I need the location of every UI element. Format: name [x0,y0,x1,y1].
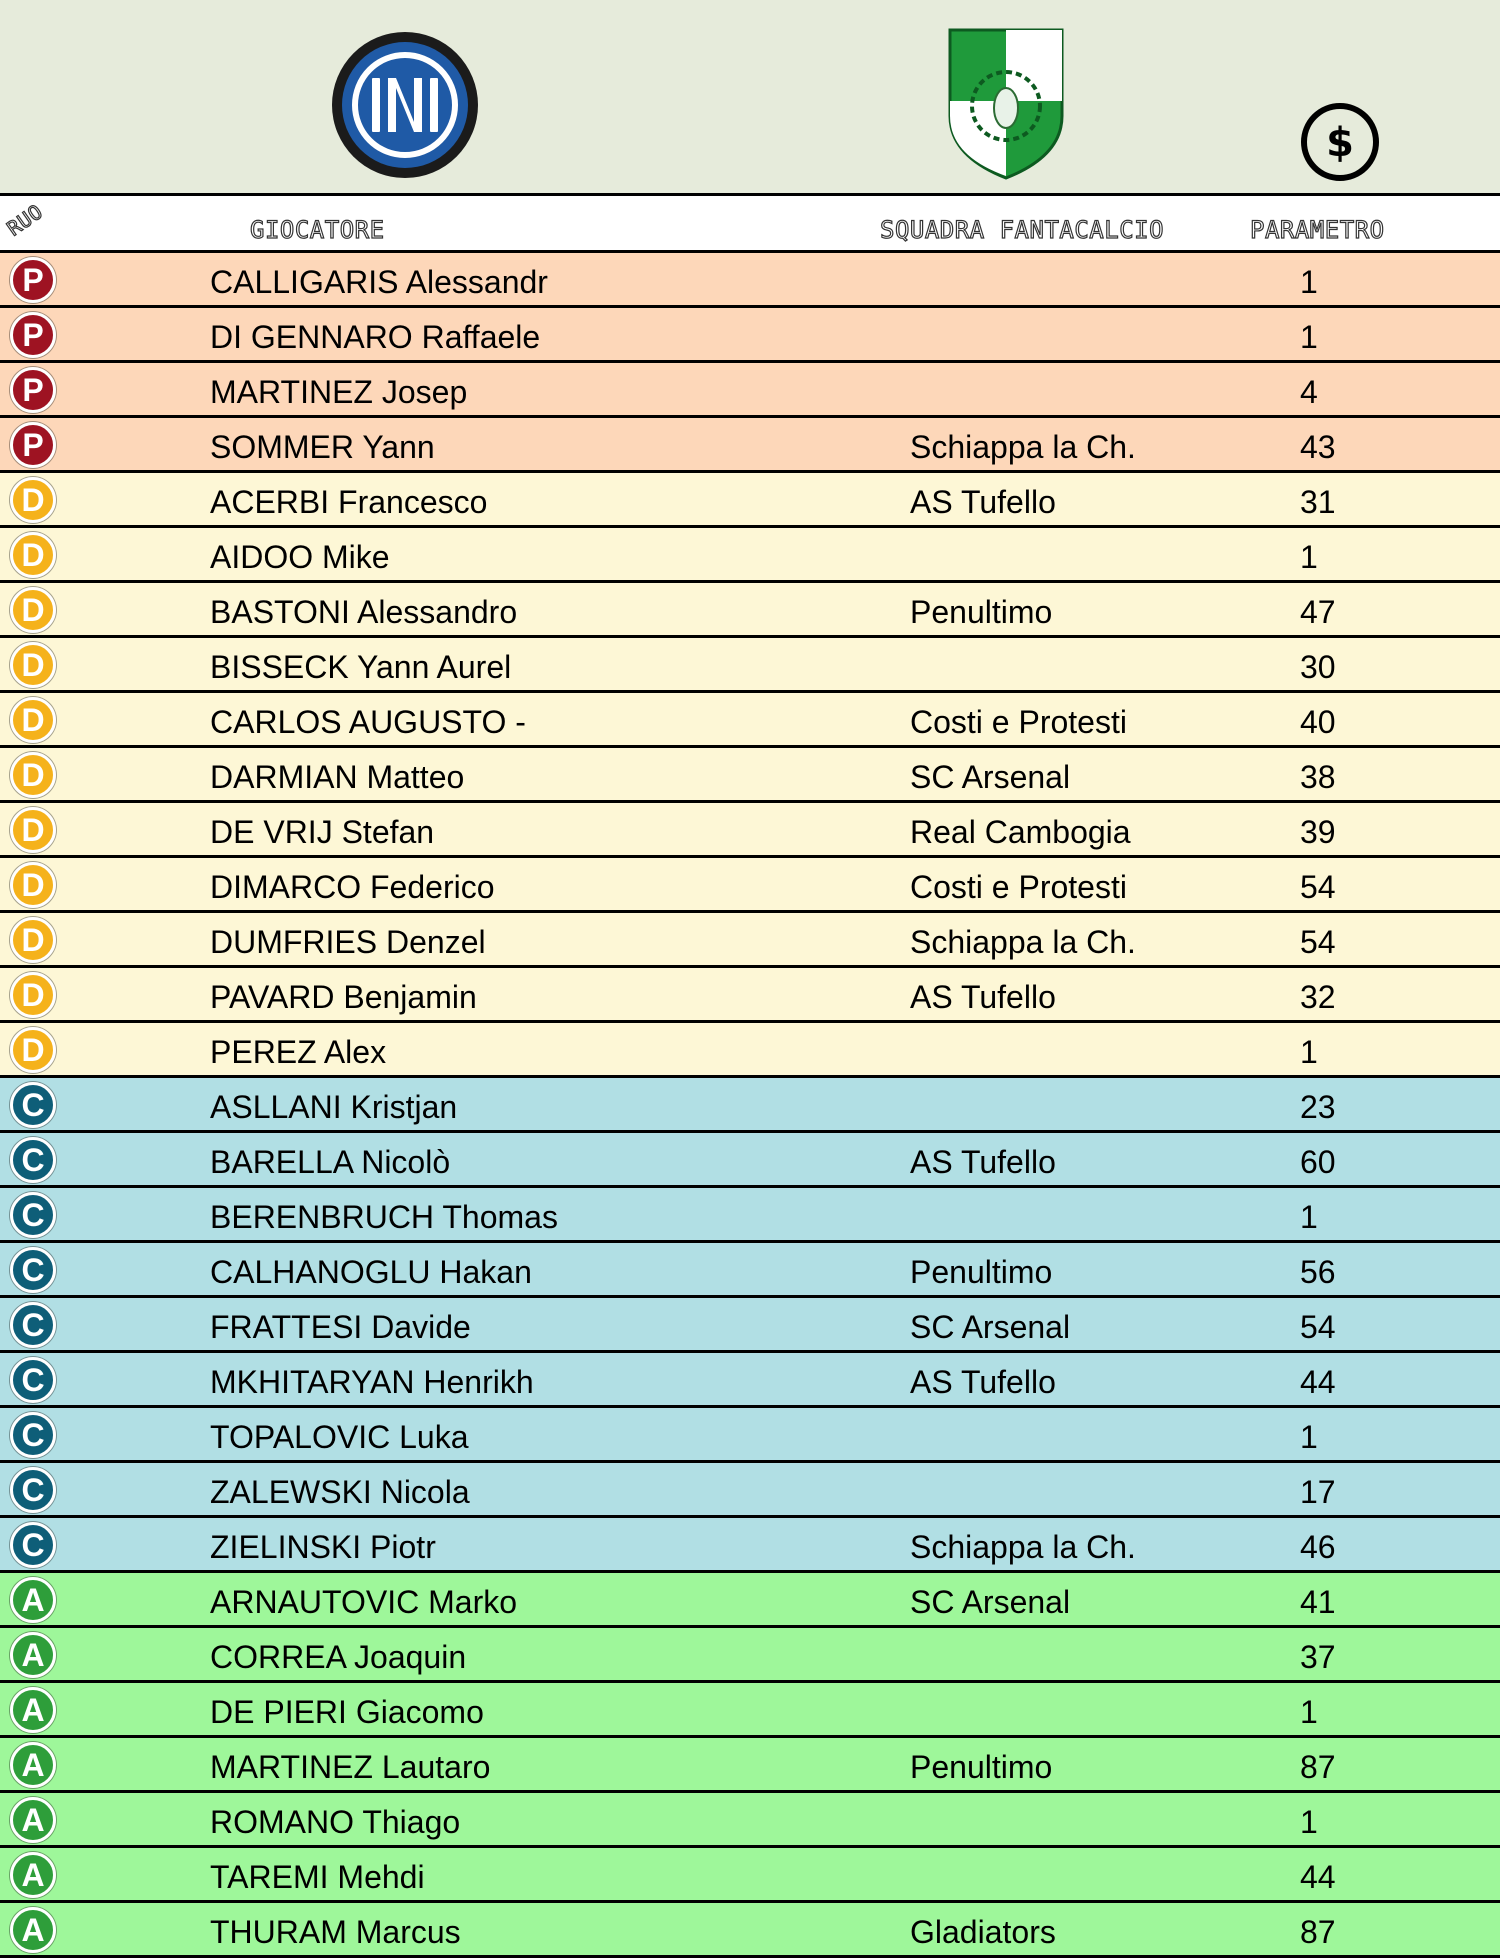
table-row [0,1903,1500,1958]
role-badge: C [10,1412,56,1458]
role-badge: D [10,972,56,1018]
player-name: DE VRIJ Stefan [210,814,435,850]
table-row [0,1683,1500,1738]
header-role: RUO [2,199,48,241]
fanta-team: SC Arsenal [910,1584,1071,1620]
role-badge: D [10,752,56,798]
role-badge: D [10,697,56,743]
table-row [0,1463,1500,1518]
table-row [0,1408,1500,1463]
player-name: MARTINEZ Lautaro [210,1749,491,1785]
table-row [0,583,1500,638]
fanta-team: Penultimo [910,1254,1053,1290]
role-badge: C [10,1137,56,1183]
table-row [0,473,1500,528]
table-row [0,1628,1500,1683]
table-row [0,693,1500,748]
role-badge: P [10,257,56,303]
table-row [0,1848,1500,1903]
player-name: CORREA Joaquin [210,1639,467,1675]
fanta-team: Gladiators [910,1914,1056,1950]
parameter-value: 1 [1300,1034,1318,1070]
table-row [0,1573,1500,1628]
player-name: ROMANO Thiago [210,1804,461,1840]
player-name: CARLOS AUGUSTO - [210,704,526,740]
role-badge: A [10,1907,56,1953]
parameter-value: 44 [1300,1859,1336,1895]
role-badge: C [10,1247,56,1293]
parameter-value: 54 [1300,1309,1336,1345]
parameter-value: 1 [1300,539,1318,575]
parameter-value: 56 [1300,1254,1336,1290]
parameter-value: 1 [1300,1419,1318,1455]
parameter-value: 60 [1300,1144,1336,1180]
parameter-value: 31 [1300,484,1336,520]
parameter-value: 54 [1300,869,1336,905]
table-row [0,1793,1500,1848]
parameter-value: 1 [1300,1199,1318,1235]
table-row [0,913,1500,968]
role-badge: P [10,367,56,413]
role-badge: C [10,1302,56,1348]
role-badge: D [10,532,56,578]
role-badge: D [10,1027,56,1073]
dollar-icon [1300,102,1380,182]
player-name: DI GENNARO Raffaele [210,319,541,355]
table-row [0,858,1500,913]
table-row [0,1133,1500,1188]
table-row [0,1243,1500,1298]
fanta-team: Schiappa la Ch. [910,1529,1136,1565]
role-badge: C [10,1357,56,1403]
player-name: AIDOO Mike [210,539,390,575]
player-name: BASTONI Alessandro [210,594,518,630]
column-headers [0,196,1500,253]
player-name: BISSECK Yann Aurel [210,649,512,685]
table-row [0,1518,1500,1573]
parameter-value: 87 [1300,1914,1336,1950]
player-name: MKHITARYAN Henrikh [210,1364,534,1400]
table-row [0,968,1500,1023]
player-name: ACERBI Francesco [210,484,488,520]
player-name: BARELLA Nicolò [210,1144,451,1180]
fanta-team: Costi e Protesti [910,869,1127,905]
fanta-team: SC Arsenal [910,759,1071,795]
table-row [0,253,1500,308]
header-player: GIOCATORE [250,216,385,244]
inter-logo [330,30,480,180]
player-name: PEREZ Alex [210,1034,387,1070]
header-band [0,0,1500,196]
table-row [0,528,1500,583]
player-name: CALLIGARIS Alessandr [210,264,548,300]
fanta-team: AS Tufello [910,484,1056,520]
fanta-team: SC Arsenal [910,1309,1071,1345]
player-name: DUMFRIES Denzel [210,924,486,960]
player-name: CALHANOGLU Hakan [210,1254,532,1290]
role-badge: C [10,1082,56,1128]
role-badge: A [10,1687,56,1733]
player-name: DE PIERI Giacomo [210,1694,484,1730]
parameter-value: 1 [1300,1694,1318,1730]
fanta-team: AS Tufello [910,1144,1056,1180]
parameter-value: 41 [1300,1584,1336,1620]
role-badge: D [10,587,56,633]
role-badge: P [10,422,56,468]
role-badge: A [10,1797,56,1843]
role-badge: D [10,642,56,688]
role-badge: A [10,1742,56,1788]
role-badge: C [10,1192,56,1238]
table-row [0,638,1500,693]
role-badge: A [10,1577,56,1623]
fanta-team: Schiappa la Ch. [910,429,1136,465]
table-row [0,1353,1500,1408]
parameter-value: 46 [1300,1529,1336,1565]
player-name: BERENBRUCH Thomas [210,1199,558,1235]
parameter-value: 23 [1300,1089,1336,1125]
parameter-value: 1 [1300,319,1318,355]
parameter-value: 30 [1300,649,1336,685]
parameter-value: 1 [1300,264,1318,300]
parameter-value: 87 [1300,1749,1336,1785]
parameter-value: 4 [1300,374,1318,410]
table-row [0,1188,1500,1243]
parameter-value: 17 [1300,1474,1336,1510]
fanta-team: Costi e Protesti [910,704,1127,740]
player-name: TAREMI Mehdi [210,1859,425,1895]
parameter-value: 38 [1300,759,1336,795]
table-row [0,1738,1500,1793]
parameter-value: 54 [1300,924,1336,960]
parameter-value: 37 [1300,1639,1336,1675]
role-badge: D [10,917,56,963]
lega-shield-logo [946,26,1066,182]
parameter-value: 47 [1300,594,1336,630]
table-row [0,1298,1500,1353]
player-name: PAVARD Benjamin [210,979,477,1015]
role-badge: C [10,1522,56,1568]
fanta-team: Penultimo [910,1749,1053,1785]
player-name: ARNAUTOVIC Marko [210,1584,518,1620]
player-name: DIMARCO Federico [210,869,495,905]
header-parameter: PARAMETRO [1250,216,1385,244]
role-badge: A [10,1632,56,1678]
fanta-team: Schiappa la Ch. [910,924,1136,960]
table-row [0,363,1500,418]
parameter-value: 43 [1300,429,1336,465]
role-badge: A [10,1852,56,1898]
player-table [0,253,1500,1958]
fanta-team: AS Tufello [910,979,1056,1015]
table-row [0,418,1500,473]
player-name: ZALEWSKI Nicola [210,1474,470,1510]
role-badge: D [10,477,56,523]
parameter-value: 40 [1300,704,1336,740]
player-name: MARTINEZ Josep [210,374,468,410]
role-badge: D [10,862,56,908]
role-badge: C [10,1467,56,1513]
parameter-value: 32 [1300,979,1336,1015]
header-fanta-team: SQUADRA FANTACALCIO [880,216,1165,244]
player-name: THURAM Marcus [210,1914,461,1950]
role-badge: D [10,807,56,853]
table-row [0,308,1500,363]
player-name: SOMMER Yann [210,429,435,465]
role-badge: P [10,312,56,358]
fanta-team: Real Cambogia [910,814,1131,850]
player-name: DARMIAN Matteo [210,759,465,795]
table-row [0,1023,1500,1078]
table-row [0,1078,1500,1133]
table-row [0,748,1500,803]
parameter-value: 1 [1300,1804,1318,1840]
player-name: ZIELINSKI Piotr [210,1529,436,1565]
player-name: ASLLANI Kristjan [210,1089,458,1125]
table-row [0,803,1500,858]
player-name: FRATTESI Davide [210,1309,471,1345]
fanta-team: AS Tufello [910,1364,1056,1400]
parameter-value: 44 [1300,1364,1336,1400]
parameter-value: 39 [1300,814,1336,850]
fanta-team: Penultimo [910,594,1053,630]
player-name: TOPALOVIC Luka [210,1419,469,1455]
svg-text:$: $ [1326,120,1354,166]
